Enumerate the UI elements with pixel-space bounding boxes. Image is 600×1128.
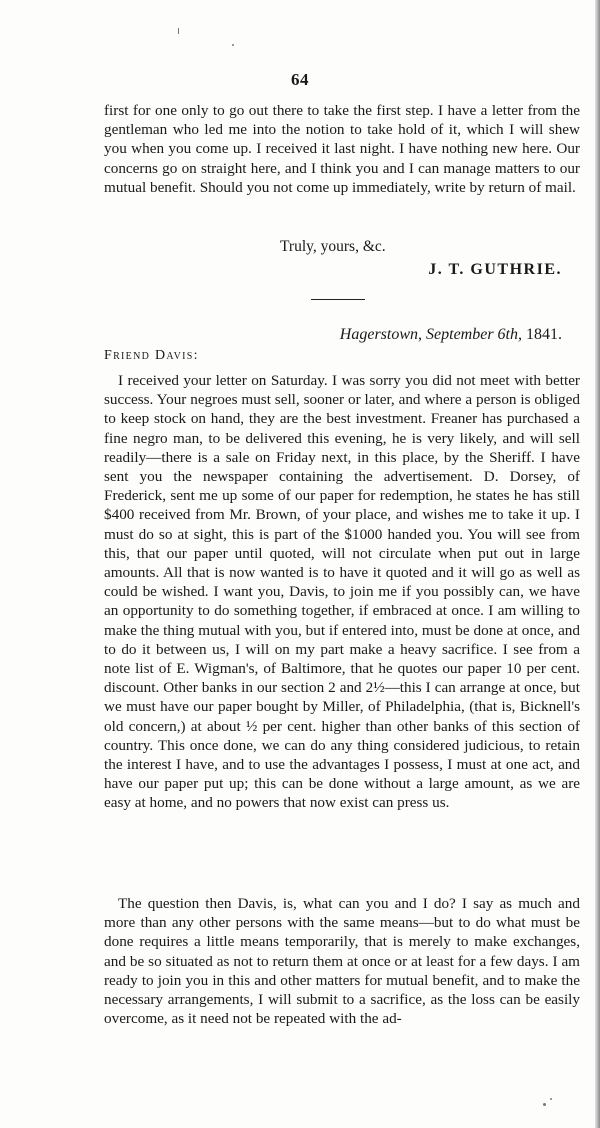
scan-speck	[178, 28, 179, 34]
letter1-signoff: Truly, yours, &c.	[280, 238, 386, 255]
letter1-paragraph: first for one only to go out there to take the first step. I have a letter from the gentleman who led me into the notion to take hold of it, which I will shew you when you come up. I received it last night. I have nothing new here. Our concerns go on straight here, and I think you and I can manage matters to our mutual benefit. Should you not come up immediately, write by return of mail.	[104, 102, 580, 196]
letter2-paragraph-2-block	[104, 894, 580, 1028]
scan-speck	[232, 44, 234, 46]
letter2-paragraph-1-block	[104, 371, 580, 813]
letter2-paragraph-2: The question then Davis, is, what can you and I do? I say as much and more than any other persons with the same means—but to do what must be done requires a little means temporarily, that is merely to make exchanges, and be so situated as not to return them at once or at least for a few days. I am ready to join you in this and other matters for mutual benefit, and to make the necessary arrangements, I will submit to a sacrifice, as the loss can be easily overcome, as it need not be repeated with the ad-	[104, 895, 580, 1028]
dateline-year: 1841.	[526, 326, 562, 343]
page-number: 64	[291, 70, 309, 89]
scan-speck	[550, 1098, 552, 1100]
letter1-body	[104, 101, 580, 197]
section-divider	[311, 299, 365, 300]
letter2-dateline	[340, 326, 562, 344]
dateline-place: Hagerstown, September 6th,	[339, 326, 522, 343]
letter2-paragraph-1: I received your letter on Saturday. I was sorry you did not meet with better success. Your negroes must sell, sooner or later, and where a person is obliged to keep stock on hand, they are the best investment. Freaner has purchased a fine negro man, to be delivered this evening, he is very likely, and will sell readily—there is a sale on Friday next, in this place, by the Sheriff. I have sent you the newspaper containing the advertisement. D. Dorsey, of Frederick, sent me up some of our paper for redemption, he states he has still $400 received from Mr. Brown, of your place, and wishes me to take it up. I must do so at sight, this is part of the $1000 handed you. You will see from this, that our paper until quoted, will not circulate when put out in large amounts. All that is now wanted is to have it quoted and it will go as well as could be wished. I want you, Davis, to join me if you possibly can, we have an opportunity to do something together, if embraced at once. I am willing to make the thing mutual with you, but if entered into, must be done at once, and to do it between us, I will on my part make a heavy sacrifice. I see from a note list of E. Wigman's, of Baltimore, that he quotes our paper 10 per cent. discount. Other banks in our section 2 and 2½—this I can arrange at once, but we must have our paper bought by Miller, of Philadelphia, (that is, Bicknell's old concern,) at about ½ per cent. higher than other banks of this section of country. This once done, we can do any thing considered judicious, to retain the interest I have, and to use the advantages I possess, I must at one act, and have our paper put up; this can be done without a large amount, as we are easy at home, and no powers that now exist can press us.	[104, 372, 580, 812]
letter2-salutation: Friend Davis:	[104, 348, 199, 363]
page-edge-shadow	[595, 0, 600, 1128]
letter1-signature: J. T. GUTHRIE.	[428, 261, 562, 278]
scan-speck	[543, 1103, 546, 1106]
